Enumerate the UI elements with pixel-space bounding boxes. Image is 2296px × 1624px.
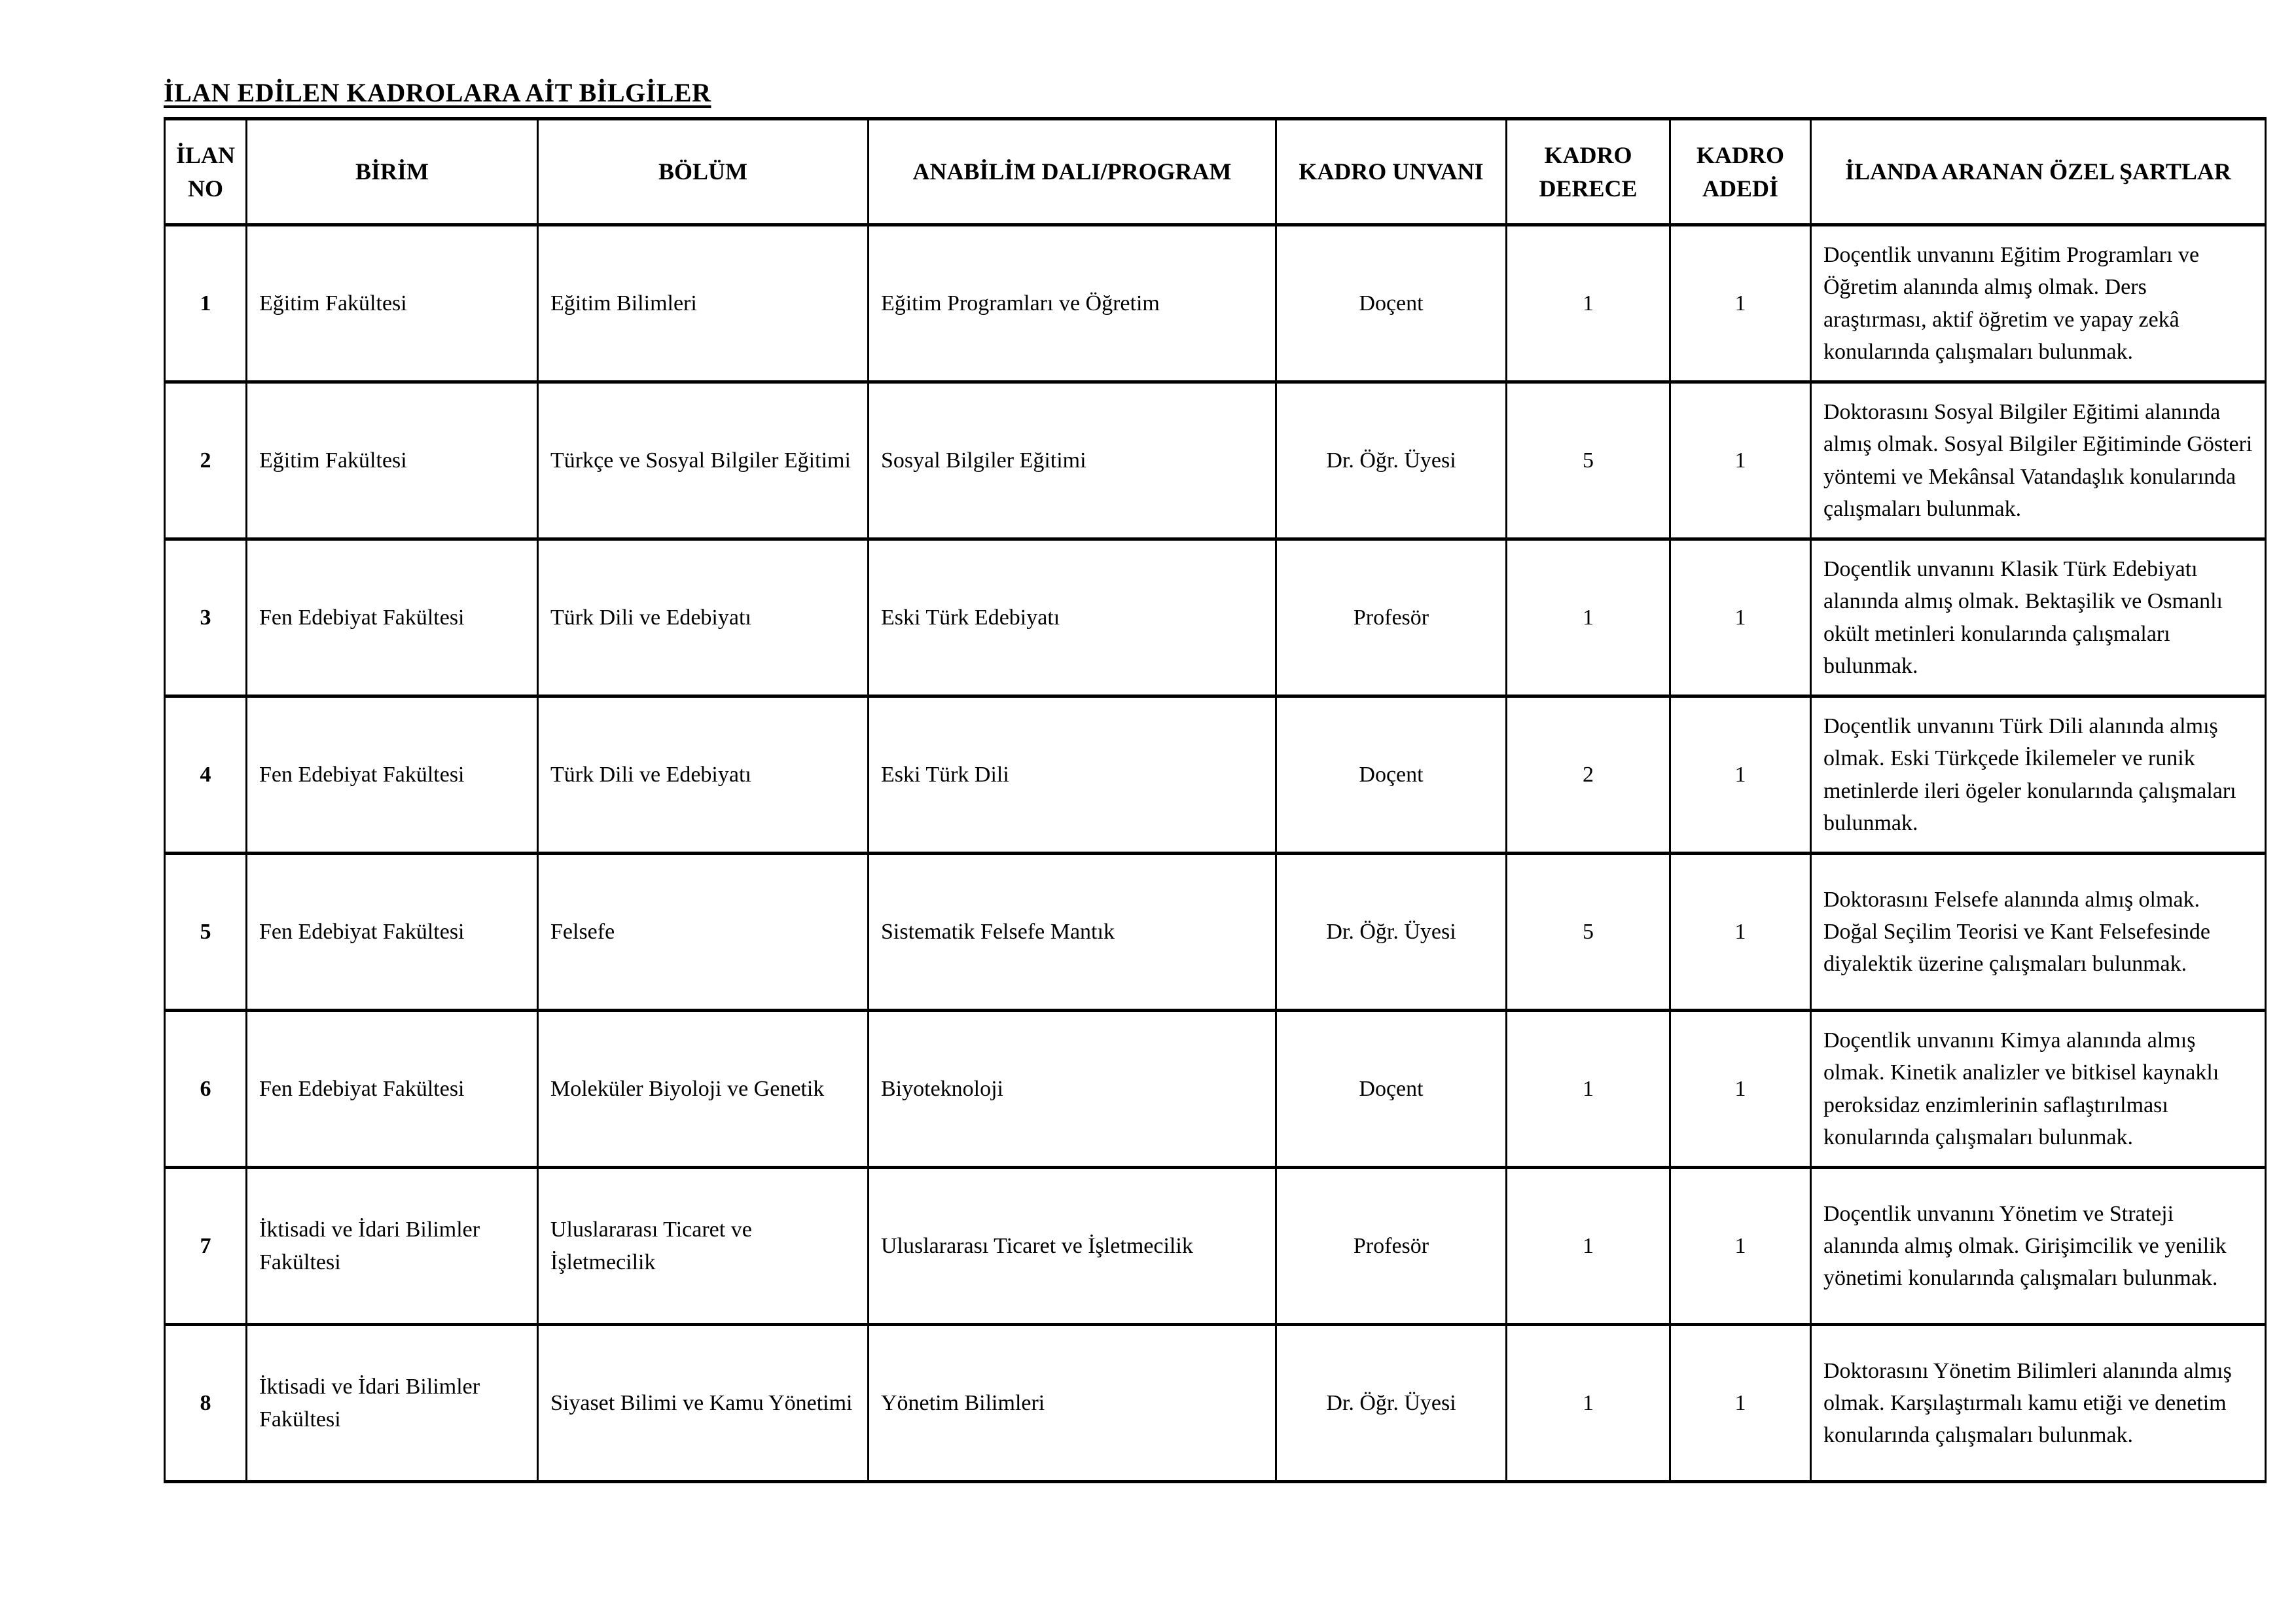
cell-adedi: 1 bbox=[1670, 382, 1811, 539]
cell-birim: Eğitim Fakültesi bbox=[247, 225, 538, 382]
cell-derece: 2 bbox=[1507, 696, 1670, 854]
cell-no: 4 bbox=[165, 696, 247, 854]
column-header-derece: KADRO DERECE bbox=[1507, 119, 1670, 225]
cell-birim: Eğitim Fakültesi bbox=[247, 382, 538, 539]
column-header-anabilim: ANABİLİM DALI/PROGRAM bbox=[869, 119, 1276, 225]
cell-adedi: 1 bbox=[1670, 854, 1811, 1011]
cell-birim: İktisadi ve İdari Bilimler Fakültesi bbox=[247, 1168, 538, 1325]
page-title: İLAN EDİLEN KADROLARA AİT BİLGİLER bbox=[164, 78, 711, 107]
cell-bolum: Türk Dili ve Edebiyatı bbox=[538, 539, 869, 696]
column-header-sartlar: İLANDA ARANAN ÖZEL ŞARTLAR bbox=[1811, 119, 2266, 225]
cell-adedi: 1 bbox=[1670, 539, 1811, 696]
cell-bolum: Uluslararası Ticaret ve İşletmecilik bbox=[538, 1168, 869, 1325]
cell-derece: 5 bbox=[1507, 382, 1670, 539]
table-row bbox=[165, 1011, 2266, 1168]
cell-unvan: Dr. Öğr. Üyesi bbox=[1276, 854, 1507, 1011]
cell-sartlar: Doçentlik unvanını Yönetim ve Strateji alanında almış olmak. Girişimcilik ve yenilik yönetimi konularında çalışmaları bulunmak. bbox=[1811, 1168, 2266, 1325]
cell-bolum: Moleküler Biyoloji ve Genetik bbox=[538, 1011, 869, 1168]
column-header-no: İLAN NO bbox=[165, 119, 247, 225]
cell-anabilim: Biyoteknoloji bbox=[869, 1011, 1276, 1168]
cell-sartlar: Doçentlik unvanını Kimya alanında almış olmak. Kinetik analizler ve bitkisel kaynaklı peroksidaz enzimlerinin saflaştırılması konularında çalışmaları bulunmak. bbox=[1811, 1011, 2266, 1168]
cell-anabilim: Eğitim Programları ve Öğretim bbox=[869, 225, 1276, 382]
cell-birim: Fen Edebiyat Fakültesi bbox=[247, 854, 538, 1011]
cell-sartlar: Doçentlik unvanını Klasik Türk Edebiyatı alanında almış olmak. Bektaşilik ve Osmanlı okült metinleri konularında çalışmaları bulunmak. bbox=[1811, 539, 2266, 696]
cell-birim: İktisadi ve İdari Bilimler Fakültesi bbox=[247, 1325, 538, 1482]
cell-no: 3 bbox=[165, 539, 247, 696]
cell-bolum: Türk Dili ve Edebiyatı bbox=[538, 696, 869, 854]
cell-unvan: Doçent bbox=[1276, 696, 1507, 854]
header-row bbox=[165, 119, 2266, 225]
table-row bbox=[165, 539, 2266, 696]
table-row bbox=[165, 1168, 2266, 1325]
column-header-adedi: KADRO ADEDİ bbox=[1670, 119, 1811, 225]
table-row bbox=[165, 225, 2266, 382]
cell-birim: Fen Edebiyat Fakültesi bbox=[247, 1011, 538, 1168]
cell-derece: 1 bbox=[1507, 1168, 1670, 1325]
cell-sartlar: Doktorasını Felsefe alanında almış olmak. Doğal Seçilim Teorisi ve Kant Felsefesinde diyalektik üzerine çalışmaları bulunmak. bbox=[1811, 854, 2266, 1011]
cell-sartlar: Doktorasını Sosyal Bilgiler Eğitimi alanında almış olmak. Sosyal Bilgiler Eğitiminde Gösteri yöntemi ve Mekânsal Vatandaşlık konularında çalışmaları bulunmak. bbox=[1811, 382, 2266, 539]
cell-derece: 5 bbox=[1507, 854, 1670, 1011]
cell-no: 5 bbox=[165, 854, 247, 1011]
table-row bbox=[165, 382, 2266, 539]
cell-derece: 1 bbox=[1507, 539, 1670, 696]
cell-derece: 1 bbox=[1507, 1011, 1670, 1168]
table-row bbox=[165, 696, 2266, 854]
table-row bbox=[165, 854, 2266, 1011]
cell-derece: 1 bbox=[1507, 225, 1670, 382]
cell-unvan: Doçent bbox=[1276, 225, 1507, 382]
table-row bbox=[165, 1325, 2266, 1482]
cell-bolum: Türkçe ve Sosyal Bilgiler Eğitimi bbox=[538, 382, 869, 539]
cell-derece: 1 bbox=[1507, 1325, 1670, 1482]
cell-anabilim: Yönetim Bilimleri bbox=[869, 1325, 1276, 1482]
cell-no: 2 bbox=[165, 382, 247, 539]
cell-no: 1 bbox=[165, 225, 247, 382]
cell-no: 8 bbox=[165, 1325, 247, 1482]
cell-unvan: Dr. Öğr. Üyesi bbox=[1276, 382, 1507, 539]
cell-anabilim: Eski Türk Dili bbox=[869, 696, 1276, 854]
cell-birim: Fen Edebiyat Fakültesi bbox=[247, 696, 538, 854]
cell-adedi: 1 bbox=[1670, 1011, 1811, 1168]
cell-bolum: Eğitim Bilimleri bbox=[538, 225, 869, 382]
column-header-birim: BİRİM bbox=[247, 119, 538, 225]
cell-anabilim: Sosyal Bilgiler Eğitimi bbox=[869, 382, 1276, 539]
cell-sartlar: Doçentlik unvanını Türk Dili alanında almış olmak. Eski Türkçede İkilemeler ve runik metinlerde ileri ögeler konularında çalışmaları bulunmak. bbox=[1811, 696, 2266, 854]
cell-anabilim: Sistematik Felsefe Mantık bbox=[869, 854, 1276, 1011]
cell-adedi: 1 bbox=[1670, 696, 1811, 854]
cell-birim: Fen Edebiyat Fakültesi bbox=[247, 539, 538, 696]
cell-bolum: Felsefe bbox=[538, 854, 869, 1011]
cell-anabilim: Uluslararası Ticaret ve İşletmecilik bbox=[869, 1168, 1276, 1325]
cell-adedi: 1 bbox=[1670, 1325, 1811, 1482]
cell-sartlar: Doktorasını Yönetim Bilimleri alanında almış olmak. Karşılaştırmalı kamu etiği ve denetim konularında çalışmaları bulunmak. bbox=[1811, 1325, 2266, 1482]
cell-adedi: 1 bbox=[1670, 225, 1811, 382]
table-header bbox=[165, 119, 2266, 225]
cell-no: 6 bbox=[165, 1011, 247, 1168]
cell-bolum: Siyaset Bilimi ve Kamu Yönetimi bbox=[538, 1325, 869, 1482]
cell-unvan: Profesör bbox=[1276, 1168, 1507, 1325]
cell-sartlar: Doçentlik unvanını Eğitim Programları ve Öğretim alanında almış olmak. Ders araştırması, aktif öğretim ve yapay zekâ konularında çalışmaları bulunmak. bbox=[1811, 225, 2266, 382]
cell-adedi: 1 bbox=[1670, 1168, 1811, 1325]
cell-no: 7 bbox=[165, 1168, 247, 1325]
column-header-unvan: KADRO UNVANI bbox=[1276, 119, 1507, 225]
cell-unvan: Doçent bbox=[1276, 1011, 1507, 1168]
column-header-bolum: BÖLÜM bbox=[538, 119, 869, 225]
cell-unvan: Dr. Öğr. Üyesi bbox=[1276, 1325, 1507, 1482]
cell-unvan: Profesör bbox=[1276, 539, 1507, 696]
positions-table bbox=[164, 117, 2267, 1483]
table-body bbox=[165, 225, 2266, 1482]
cell-anabilim: Eski Türk Edebiyatı bbox=[869, 539, 1276, 696]
